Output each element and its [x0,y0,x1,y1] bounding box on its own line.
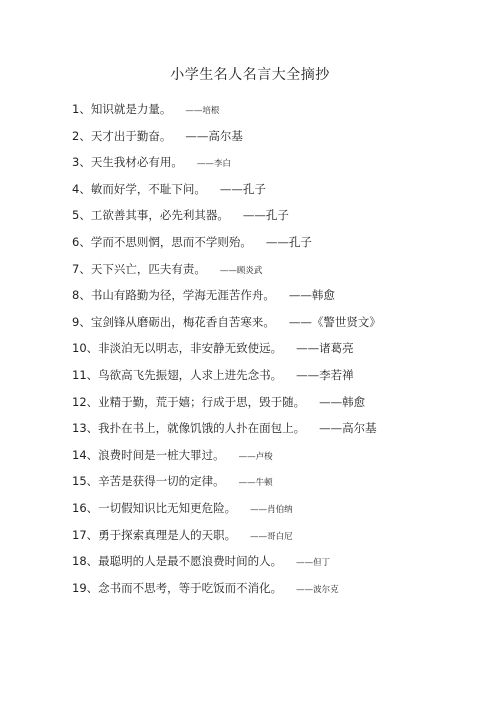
quote-text: 我扑在书上，就像饥饿的人扑在面包上。 [98,421,306,436]
quote-author: ——孔子 [242,208,289,223]
quote-author: ——卢梭 [238,451,273,462]
quote-item [72,335,472,362]
quote-item [72,176,472,203]
quote-author: ——孔子 [265,234,312,249]
quote-item [72,362,472,389]
quote-author: ——顾炎武 [219,265,263,276]
quote-number: 14、 [72,447,99,462]
quote-author: ——肖伯纳 [250,504,293,515]
quote-text: 知识就是力量。 [90,102,172,116]
quote-item [72,309,472,336]
quote-text: 工欲善其事，必先利其器。 [90,208,229,223]
quote-author: ——李若禅 [296,367,354,382]
quote-number: 1、 [72,102,91,116]
quote-item [72,575,472,602]
quote-author: ——韩愈 [288,288,335,303]
quote-number: 6、 [72,234,91,249]
quote-number: 15、 [72,474,99,489]
quote-author: ——哥白尼 [250,531,293,542]
quote-text: 念书而不思考，等于吃饭而不消化。 [98,580,283,595]
quote-number: 2、 [72,128,91,143]
quote-number: 3、 [72,155,91,170]
quote-number: 16、 [72,500,99,515]
quote-number: 4、 [72,181,91,196]
quote-author: ——孔子 [219,181,266,196]
quote-author: ——高尔基 [319,421,377,436]
quote-text: 一切假知识比无知更危险。 [98,500,237,515]
quote-author: ——李白 [196,159,231,170]
quote-item [72,442,472,469]
quote-author: ——《警世贤文》 [288,314,381,329]
quote-author: ——韩愈 [319,394,366,409]
quote-text: 天才出于勤奋。 [90,128,172,143]
quote-number: 7、 [72,261,91,276]
quote-author: ——但丁 [296,558,331,569]
quote-item [72,415,472,442]
quote-item [72,495,472,522]
quote-number: 12、 [72,394,99,409]
quote-text: 宝剑锋从磨砺出，梅花香自苦寒来。 [90,314,275,329]
quote-item [72,96,472,123]
quote-number: 9、 [72,314,91,329]
quote-item [72,256,472,283]
quote-text: 敏而好学，不耻下问。 [90,181,206,196]
document-title: 小学生名人名言大全摘抄 [170,67,330,83]
quote-number: 13、 [72,421,99,436]
quote-number: 19、 [72,580,99,595]
quote-number: 18、 [72,554,99,569]
quote-text: 天生我材必有用。 [90,155,183,170]
quote-number: 5、 [72,208,91,223]
quote-item [72,282,472,309]
quote-text: 天下兴亡，匹夫有责。 [90,261,206,276]
quote-author: ——牛顿 [238,478,273,489]
quote-list [72,96,472,601]
quote-item [72,149,472,176]
quote-text: 勇于探索真理是人的天职。 [98,527,237,542]
quote-item [72,123,472,150]
quote-item [72,229,472,256]
quote-text: 业精于勤，荒于嬉；行成于思，毁于随。 [98,394,306,409]
quote-item [72,202,472,229]
quote-item [72,548,472,575]
quote-text: 辛苦是获得一切的定律。 [98,474,225,489]
quote-author: ——诸葛亮 [296,341,354,356]
quote-text: 最聪明的人是最不愿浪费时间的人。 [98,554,283,569]
quote-text: 非淡泊无以明志，非安静无致使远。 [98,341,283,356]
quote-author: ——波尔克 [296,584,339,595]
quote-text: 鸟欲高飞先振翅，人求上进先念书。 [98,367,283,382]
quote-number: 10、 [72,341,99,356]
quote-text: 书山有路勤为径，学海无涯苦作舟。 [90,288,275,303]
quote-author: ——高尔基 [185,128,243,143]
quote-author: ——培根 [185,106,220,116]
quote-text: 浪费时间是一桩大罪过。 [98,447,225,462]
quote-number: 8、 [72,288,91,303]
quote-item [72,468,472,495]
quote-item [72,522,472,549]
quote-item [72,389,472,416]
quote-text: 学而不思则惘，思而不学则殆。 [90,234,252,249]
quote-number: 17、 [72,527,99,542]
quote-number: 11、 [72,367,99,382]
